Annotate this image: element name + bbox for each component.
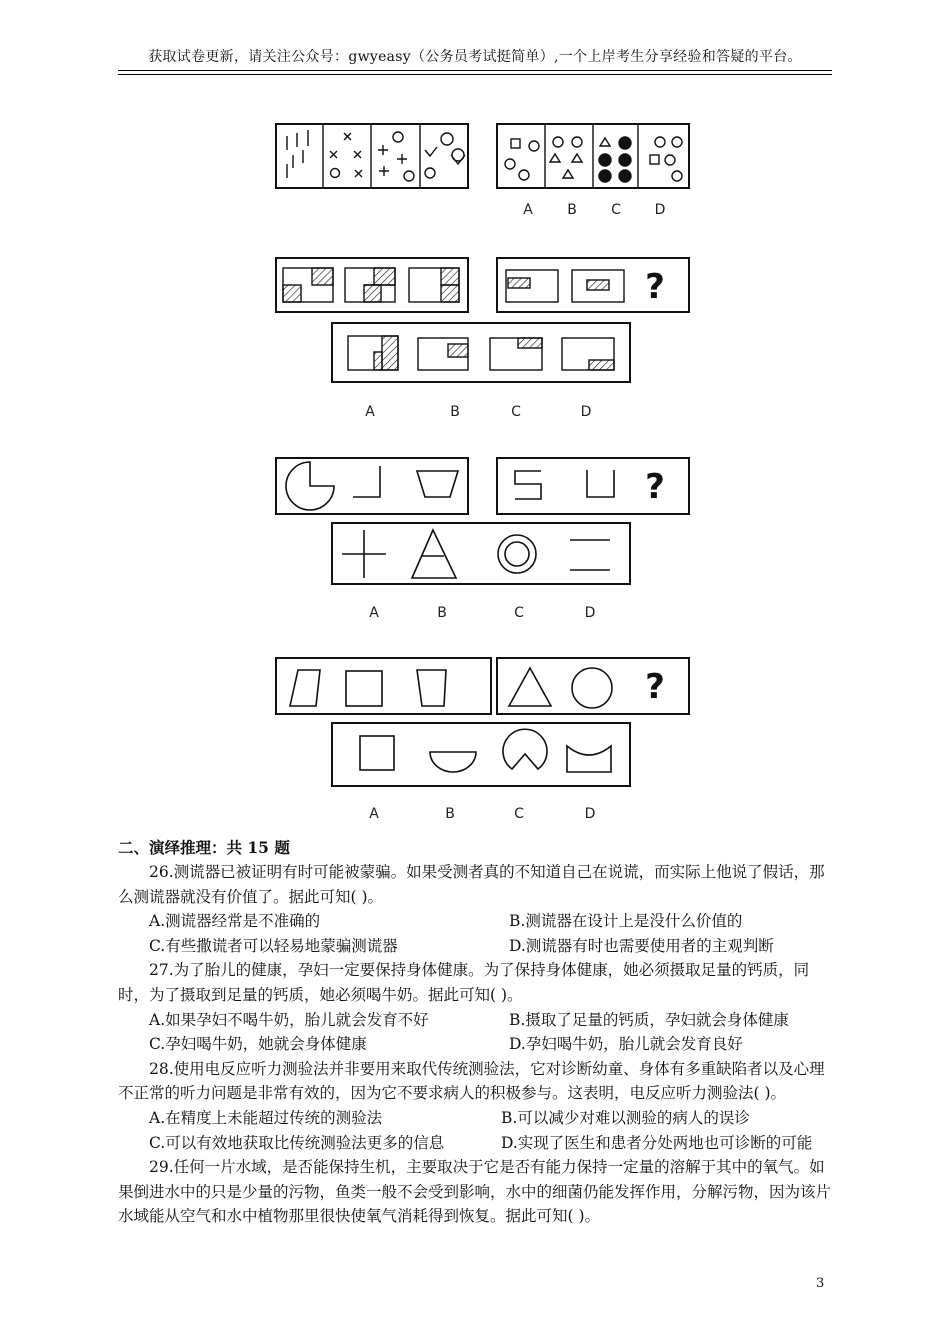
q27-option-b: B.摄取了足量的钙质，孕妇就会身体健康: [509, 1010, 789, 1029]
fig2-option-a: A: [365, 404, 375, 420]
fig2-option-d: D: [580, 404, 592, 420]
q27-stem: 27.为了胎儿的健康，孕妇一定要保持身体健康。为了保持身体健康，她必须摄取足量的钙质，同时，为了摄取到足量的钙质，她必须喝牛奶。据此可知( )。: [118, 961, 810, 1004]
q27-options-row1: [118, 1008, 838, 1033]
figure-3: [276, 458, 689, 584]
figure-4: [276, 658, 689, 786]
fig4-question-mark: ?: [645, 667, 665, 707]
fig3-option-c: C: [514, 605, 524, 621]
fig3-question-mark: ?: [645, 467, 665, 507]
fig2-question-mark: ?: [645, 267, 665, 307]
figure-1: [276, 124, 689, 188]
q28-option-d: D.实现了医生和患者分处两地也可诊断的可能: [501, 1133, 813, 1152]
fig1-option-c: C: [611, 202, 621, 218]
fig3-option-a: A: [369, 605, 379, 621]
q29-stem: 29.任何一片水域，是否能保持生机，主要取决于它是否有能力保持一定量的溶解于其中的氧气。如果倒进水中的只是少量的污物，鱼类一般不会受到影响，水中的细菌仍能发挥作用，分解污物，因为该片水域能从空气和水中植物那里很快使氧气消耗得到恢复。据此可知( )。: [118, 1158, 832, 1226]
q26-option-b: B.测谎器在设计上是没什么价值的: [509, 912, 743, 931]
page-number: 3: [816, 1276, 825, 1291]
q27-option-d: D.孕妇喝牛奶，胎儿就会发育良好: [509, 1035, 743, 1054]
question-list: [118, 860, 838, 1229]
section-title: 二、演绎推理：共 15 题: [118, 838, 290, 857]
q28-stem: 28.使用电反应听力测验法并非要用来取代传统测验法，它对诊断幼童、身体有多重缺陷者以及心理不正常的听力问题是非常有效的，因为它不要求病人的积极参与。这表明，电反应听力测验法( )。: [118, 1059, 825, 1103]
q27-option-c: C.孕妇喝牛奶，她就会身体健康: [149, 1035, 367, 1054]
q26-stem: 26.测谎器已被证明有时可能被蒙骗。如果受测者真的不知道自己在说谎，而实际上他说了假话，那么测谎器就没有价值了。据此可知( )。: [118, 863, 825, 906]
q28-options-row1: [118, 1106, 838, 1131]
figure-2: [276, 258, 689, 382]
fig4-option-a: A: [369, 806, 379, 822]
fig1-option-d: D: [654, 202, 666, 218]
fig4-option-c: C: [514, 806, 524, 822]
fig1-stem-box: [276, 124, 468, 188]
fig2-option-b: B: [450, 404, 460, 420]
q26-option-c: C.有些撒谎者可以轻易地蒙骗测谎器: [149, 936, 398, 955]
fig2-option-c: C: [511, 404, 521, 420]
q26-options-row2: [118, 934, 838, 959]
q26-option-d: D.测谎器有时也需要使用者的主观判断: [509, 936, 774, 955]
fig4-option-b: B: [445, 806, 455, 822]
q27-options-row2: [118, 1032, 838, 1057]
q28-option-b: B.可以减少对难以测验的病人的误诊: [501, 1108, 750, 1127]
q28-option-a: A.在精度上未能超过传统的测验法: [149, 1108, 383, 1127]
fig3-option-b: B: [437, 605, 447, 621]
page-header: 获取试卷更新，请关注公众号：gwyeasy（公务员考试挺简单）,一个上岸考生分享经验和答疑的平台。: [148, 49, 802, 65]
q27-option-a: A.如果孕妇不喝牛奶，胎儿就会发育不好: [149, 1010, 429, 1029]
fig1-option-b: B: [567, 202, 577, 218]
q28-option-c: C.可以有效地获取比传统测验法更多的信息: [149, 1133, 445, 1152]
fig1-option-a: A: [523, 202, 533, 218]
q26-options-row1: [118, 909, 838, 934]
q26-option-a: A.测谎器经常是不准确的: [149, 912, 321, 931]
fig3-option-d: D: [584, 605, 596, 621]
fig4-option-d: D: [584, 806, 596, 822]
q28-options-row2: [118, 1131, 838, 1156]
